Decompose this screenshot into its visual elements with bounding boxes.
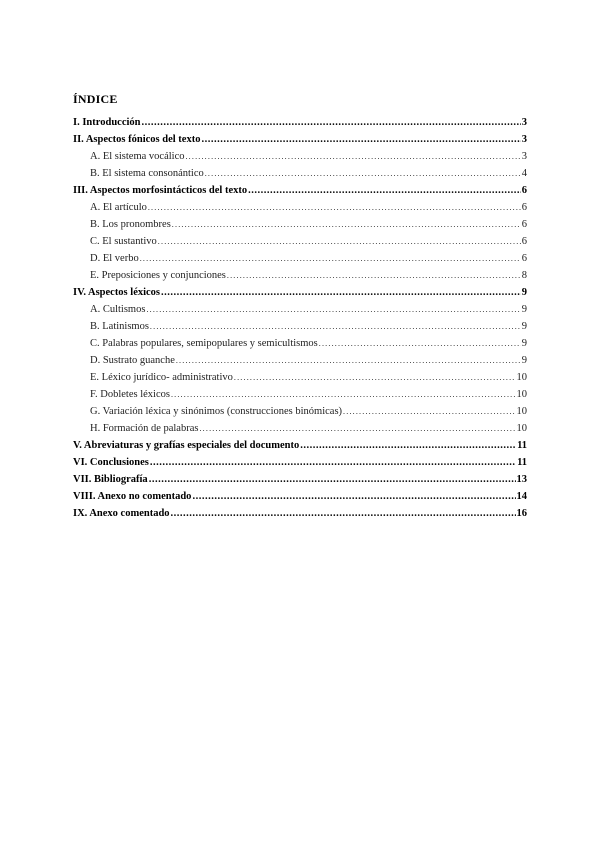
toc-page-number: 9 xyxy=(521,355,527,366)
dot-leader xyxy=(176,355,521,366)
toc-section-entry[interactable] xyxy=(73,508,527,525)
toc-entry-label: IX. Anexo comentado xyxy=(73,508,170,519)
toc-heading: ÍNDICE xyxy=(73,92,118,106)
toc-page-number: 9 xyxy=(521,321,527,332)
dot-leader xyxy=(248,185,521,196)
toc-page-number: 3 xyxy=(521,117,527,128)
dot-leader xyxy=(172,219,521,230)
dot-leader xyxy=(146,304,520,315)
toc-subsection-entry[interactable] xyxy=(73,253,527,270)
toc-section-entry[interactable] xyxy=(73,491,527,508)
toc-entry-label: G. Variación léxica y sinónimos (construcciones binómicas) xyxy=(90,406,343,417)
table-of-contents xyxy=(73,117,527,525)
dot-leader xyxy=(148,202,521,213)
toc-entry-label: H. Formación de palabras xyxy=(90,423,199,434)
toc-page-number: 10 xyxy=(516,423,527,434)
toc-entry-label: I. Introducción xyxy=(73,117,141,128)
dot-leader xyxy=(171,389,516,400)
toc-page-number: 6 xyxy=(521,202,527,213)
dot-leader xyxy=(171,508,516,519)
toc-entry-label: VII. Bibliografía xyxy=(73,474,148,485)
toc-entry-label: A. Cultismos xyxy=(90,304,146,315)
toc-entry-label: C. El sustantivo xyxy=(90,236,157,247)
toc-subsection-entry[interactable] xyxy=(73,406,527,423)
toc-page-number: 14 xyxy=(516,491,527,502)
toc-page-number: 8 xyxy=(521,270,527,281)
toc-section-entry[interactable] xyxy=(73,117,527,134)
toc-page-number: 11 xyxy=(517,457,527,468)
toc-entry-label: D. Sustrato guanche xyxy=(90,355,175,366)
toc-page-number: 6 xyxy=(521,253,527,264)
toc-subsection-entry[interactable] xyxy=(73,372,527,389)
toc-page-number: 3 xyxy=(521,151,527,162)
toc-page-number: 10 xyxy=(516,372,527,383)
toc-section-entry[interactable] xyxy=(73,134,527,151)
toc-entry-label: B. Latinismos xyxy=(90,321,149,332)
toc-section-entry[interactable] xyxy=(73,287,527,304)
toc-subsection-entry[interactable] xyxy=(73,219,527,236)
dot-leader xyxy=(192,491,515,502)
toc-section-entry[interactable] xyxy=(73,440,527,457)
toc-entry-label: VI. Conclusiones xyxy=(73,457,149,468)
toc-page-number: 9 xyxy=(521,287,527,298)
toc-section-entry[interactable] xyxy=(73,474,527,491)
dot-leader xyxy=(149,474,516,485)
dot-leader xyxy=(300,440,516,451)
toc-entry-label: VIII. Anexo no comentado xyxy=(73,491,192,502)
toc-page-number: 4 xyxy=(521,168,527,179)
dot-leader xyxy=(343,406,515,417)
toc-section-entry[interactable] xyxy=(73,457,527,474)
toc-subsection-entry[interactable] xyxy=(73,270,527,287)
toc-page-number: 3 xyxy=(521,134,527,145)
toc-entry-label: B. Los pronombres xyxy=(90,219,171,230)
toc-entry-label: C. Palabras populares, semipopulares y semicultismos xyxy=(90,338,318,349)
dot-leader xyxy=(142,117,521,128)
dot-leader xyxy=(161,287,521,298)
dot-leader xyxy=(158,236,521,247)
dot-leader xyxy=(185,151,520,162)
toc-entry-label: F. Dobletes léxicos xyxy=(90,389,170,400)
toc-page-number: 6 xyxy=(521,219,527,230)
toc-subsection-entry[interactable] xyxy=(73,304,527,321)
dot-leader xyxy=(205,168,521,179)
toc-entry-label: A. El artículo xyxy=(90,202,147,213)
dot-leader xyxy=(199,423,515,434)
toc-subsection-entry[interactable] xyxy=(73,168,527,185)
toc-page-number: 16 xyxy=(516,508,527,519)
toc-subsection-entry[interactable] xyxy=(73,321,527,338)
toc-page-number: 10 xyxy=(516,389,527,400)
toc-entry-label: E. Preposiciones y conjunciones xyxy=(90,270,226,281)
toc-entry-label: A. El sistema vocálico xyxy=(90,151,185,162)
toc-subsection-entry[interactable] xyxy=(73,202,527,219)
toc-page-number: 9 xyxy=(521,338,527,349)
toc-entry-label: V. Abreviaturas y grafías especiales del documento xyxy=(73,440,300,451)
toc-entry-label: E. Léxico jurídico- administrativo xyxy=(90,372,233,383)
dot-leader xyxy=(319,338,521,349)
toc-section-entry[interactable] xyxy=(73,185,527,202)
toc-entry-label: II. Aspectos fónicos del texto xyxy=(73,134,201,145)
toc-page-number: 13 xyxy=(516,474,527,485)
toc-entry-label: IV. Aspectos léxicos xyxy=(73,287,161,298)
toc-entry-label: B. El sistema consonántico xyxy=(90,168,204,179)
toc-subsection-entry[interactable] xyxy=(73,338,527,355)
dot-leader xyxy=(201,134,520,145)
dot-leader xyxy=(234,372,516,383)
toc-subsection-entry[interactable] xyxy=(73,236,527,253)
toc-page-number: 6 xyxy=(521,185,527,196)
dot-leader xyxy=(150,321,521,332)
dot-leader xyxy=(140,253,521,264)
toc-page-number: 10 xyxy=(516,406,527,417)
toc-entry-label: III. Aspectos morfosintácticos del texto xyxy=(73,185,248,196)
toc-subsection-entry[interactable] xyxy=(73,355,527,372)
toc-subsection-entry[interactable] xyxy=(73,151,527,168)
toc-subsection-entry[interactable] xyxy=(73,389,527,406)
dot-leader xyxy=(150,457,516,468)
dot-leader xyxy=(227,270,521,281)
toc-page-number: 6 xyxy=(521,236,527,247)
toc-entry-label: D. El verbo xyxy=(90,253,139,264)
toc-page-number: 9 xyxy=(521,304,527,315)
toc-subsection-entry[interactable] xyxy=(73,423,527,440)
toc-page-number: 11 xyxy=(517,440,527,451)
